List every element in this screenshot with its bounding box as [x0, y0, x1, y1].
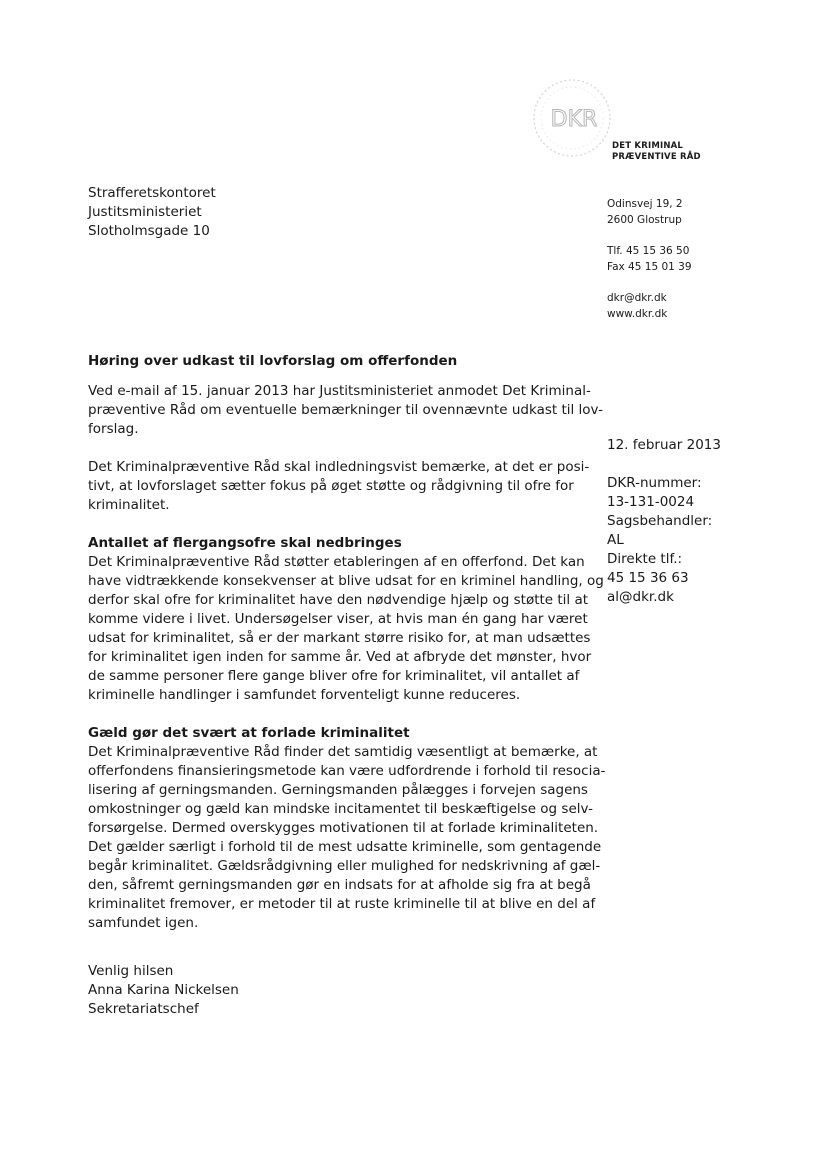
recipient-address [88, 184, 216, 241]
intro-paragraph-1 [88, 382, 608, 439]
text-line: Ved e-mail af 15. januar 2013 har Justitsministeriet anmodet Det Kriminal- [88, 383, 591, 399]
section-debt [88, 724, 608, 933]
direct-phone: 45 15 36 63 [607, 570, 689, 586]
letter-title: Høring over udkast til lovforslag om offerfonden [88, 353, 458, 369]
signer-role: Sekretariatschef [88, 1001, 199, 1017]
text-line: for kriminalitet igen inden for samme år. Ved at afbryde det mønster, hvor [88, 649, 592, 665]
recipient-line-2: Justitsministeriet [88, 204, 202, 220]
letter-date: 12. februar 2013 [607, 437, 721, 453]
sender-fax: Fax 45 15 01 39 [607, 260, 692, 273]
case-handler-label: Sagsbehandler: [607, 513, 713, 529]
text-line: Det Kriminalpræventive Råd skal indledningsvist bemærke, at det er posi- [88, 459, 590, 475]
direct-phone-label: Direkte tlf.: [607, 551, 683, 567]
recipient-line-1: Strafferetskontoret [88, 185, 216, 201]
recipient-line-3: Slotholmsgade 10 [88, 223, 210, 239]
case-handler: AL [607, 532, 624, 548]
text-line: forslag. [88, 421, 139, 437]
text-line: derfor skal ofre for kriminalitet have den nødvendige hjælp og støtte til at [88, 592, 589, 608]
text-line: den, såfremt gerningsmanden gør en indsats for at afholde sig fra at begå [88, 877, 591, 893]
text-line: offerfondens finansieringsmetode kan være udfordrende i forhold til resocia- [88, 763, 606, 779]
section-paragraph [88, 743, 608, 933]
sender-city: 2600 Glostrup [607, 213, 682, 226]
logo-mark-text: DKR [550, 107, 598, 132]
sender-email[interactable]: dkr@dkr.dk [607, 292, 667, 304]
section-heading: Antallet af flergangsofre skal nedbringes [88, 535, 402, 551]
case-number: 13-131-0024 [607, 494, 695, 510]
handler-email[interactable]: al@dkr.dk [607, 589, 674, 605]
text-line: Det gælder særligt i forhold til de mest udsatte kriminelle, som gentagende [88, 839, 602, 855]
organisation-name [612, 141, 701, 163]
sender-phone: Tlf. 45 15 36 50 [607, 245, 690, 257]
text-line: udsat for kriminalitet, så er der markant større risiko for, at man udsættes [88, 630, 591, 646]
section-repeat-victims [88, 534, 608, 705]
sender-website[interactable]: www.dkr.dk [607, 307, 668, 320]
dkr-logo-mark [522, 72, 622, 168]
text-line: Det Kriminalpræventive Råd finder det samtidig væsentligt at bemærke, at [88, 744, 598, 760]
signer-name: Anna Karina Nickelsen [88, 982, 239, 998]
text-line: kriminalitet. [88, 497, 170, 513]
case-number-label: DKR-nummer: [607, 475, 702, 491]
dkr-logo [522, 72, 622, 168]
sender-contact [607, 197, 692, 322]
text-line: begår kriminalitet. Gældsrådgivning eller mulighed for nedskrivning af gæl- [88, 858, 601, 874]
text-line: præventive Råd om eventuelle bemærkninger til ovennævnte udkast til lov- [88, 402, 604, 418]
text-line: de samme personer flere gange bliver ofre for kriminalitet, vil antallet af [88, 668, 580, 684]
text-line: have vidtrækkende konsekvenser at blive udsat for en kriminel handling, og [88, 573, 604, 589]
text-line: lisering af gerningsmanden. Gerningsmanden pålægges i forvejen sagens [88, 782, 588, 798]
intro-paragraph-2 [88, 458, 608, 515]
text-line: kriminalitet fremover, er metoder til at ruste kriminelle til at blive en del af [88, 896, 596, 912]
text-line: forsørgelse. Dermed overskygges motivationen til at forlade kriminaliteten. [88, 820, 599, 836]
text-line: kriminelle handlinger i samfundet forventeligt kunne reduceres. [88, 687, 521, 703]
text-line: komme videre i livet. Undersøgelser viser, at hvis man én gang har været [88, 611, 588, 627]
text-line: tivt, at lovforslaget sætter fokus på øget støtte og rådgivning til ofre for [88, 478, 574, 494]
section-heading: Gæld gør det svært at forlade kriminalitet [88, 725, 410, 741]
text-line: Det Kriminalpræventive Råd støtter etableringen af en offerfond. Det kan [88, 554, 585, 570]
sender-street: Odinsvej 19, 2 [607, 198, 683, 210]
letter-body [88, 352, 608, 952]
section-paragraph [88, 553, 608, 705]
closing: Venlig hilsen [88, 963, 174, 979]
text-line: samfundet igen. [88, 915, 199, 931]
org-name-line-2: PRÆVENTIVE RÅD [612, 152, 701, 162]
case-details [607, 436, 721, 607]
signature-block [88, 962, 239, 1019]
text-line: omkostninger og gæld kan mindske incitamentet til beskæftigelse og selv- [88, 801, 593, 817]
org-name-line-1: DET KRIMINAL [612, 141, 684, 151]
